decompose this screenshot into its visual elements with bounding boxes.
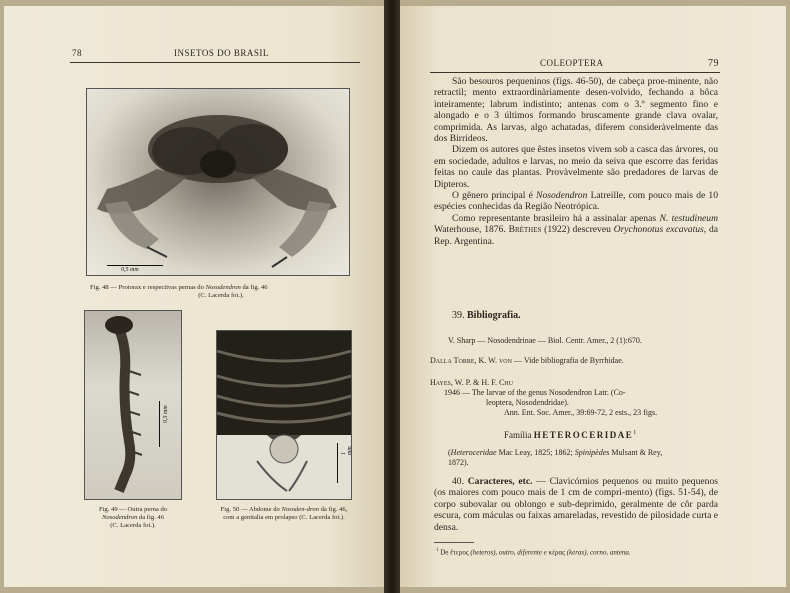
synonyms-text-2: Mac Leay, 1825; 1862;	[496, 448, 575, 457]
left-page-number: 78	[72, 48, 82, 58]
fig50-caption-text-2: da fig. 46, com a genitalia em prolapso (C. Lacerda fot.).	[223, 506, 348, 521]
section-40-title: Caracteres, etc.	[467, 476, 533, 487]
bibliography-entry-2-text: — Vide bibliografia de Byrrhidae.	[511, 356, 624, 365]
fig48-caption	[90, 284, 352, 300]
fig48-caption-credit: (C. Lacerda fot.).	[198, 292, 244, 299]
paragraph-4-species-2: Orychonotus excavatus	[613, 224, 704, 236]
family-label: Família	[504, 430, 534, 440]
fig48-caption-text: Fig. 48 — Protorax e respectivas pernas do	[90, 284, 206, 291]
synonyms-genus-2: Spinipèdes	[574, 448, 610, 457]
footnote-text-2: (heteros), outro, diferente e	[468, 548, 549, 557]
section-39-title: Bibliografia.	[467, 310, 521, 321]
synonyms-line-2: 1872).	[448, 458, 469, 467]
bibliography-entry-3-year: 1946	[444, 388, 460, 397]
fig50-caption-genus: Nosoden-dron	[281, 506, 319, 513]
fig48-caption-genus: Nosodendron	[205, 284, 241, 291]
bibliography-entry-1: V. Sharp — Nosodendrinae — Biol. Centr. Amer., 2 (1):670.	[448, 336, 642, 345]
fig50-scale-bar	[337, 443, 338, 483]
fig49-caption-text: Fig. 49 — Outra perna do	[98, 506, 168, 513]
section-39-heading	[452, 310, 521, 321]
paragraph-5-text: — Clavicórnios pequenos ou muito pequenos (os maiores com pouco mais de 1 cm de compri-mento) (figs. 51-54), de corpo subovalar ou oblongo e sub-deprimido, geralmente de côr parda escura, com máculas ou faixas amareladas, revestido de pilosidade curta e densa.	[434, 476, 718, 533]
footnote-text: De	[438, 548, 451, 557]
footnote-text-3: (keras), corno, antena.	[564, 548, 631, 557]
header-rule	[70, 62, 360, 63]
paragraph-4-text-4: , da Rep. Argentina.	[434, 224, 719, 247]
bibliography-entry-3-author: Hayes, W. P. & H. F. Chu	[430, 378, 513, 387]
paragraph-4	[434, 213, 718, 247]
paragraph-4-text: Como representante brasileiro há a assinalar apenas	[452, 212, 660, 224]
paragraph-4-author: Brèthes	[508, 224, 542, 236]
section-40-number: 40.	[452, 476, 464, 487]
left-running-head: INSETOS DO BRASIL	[174, 48, 269, 58]
fig48-scale-bar	[107, 265, 163, 266]
bibliography-entry-3-line1	[430, 388, 730, 398]
fig49-scale-bar	[159, 401, 160, 447]
bibliography-entry-2	[430, 356, 730, 366]
fig48-insect-image	[87, 89, 349, 275]
paragraph-3-text: O gênero principal é	[452, 190, 537, 202]
right-running-head: COLEOPTERA	[540, 58, 604, 68]
fig50-photo	[216, 330, 352, 500]
section-40	[434, 476, 718, 533]
family-heading	[504, 428, 636, 441]
fig50-abdomen-image	[217, 331, 351, 499]
header-rule	[430, 72, 720, 73]
left-page	[4, 6, 384, 587]
footnote-mark: 1	[436, 548, 439, 553]
fig48-caption-text-2: da fig. 46	[240, 284, 268, 291]
paragraph-3-text-2: Latreille, com pouco mais de 10 espécies conhecidas da Região Neotrópica.	[434, 190, 719, 213]
bibliography-entry-2-author: Dalla Torre, K. W. von	[430, 356, 512, 365]
footnote-greek-1: ἕτερος	[450, 548, 469, 557]
paragraph-5	[434, 476, 718, 533]
section-39-number: 39.	[452, 310, 465, 321]
synonyms-text-3: Mulsant & Rey,	[609, 448, 663, 457]
footnote-greek-2: κέρας	[548, 548, 565, 557]
fig50-caption	[216, 506, 352, 522]
paragraph-4-text-2: Waterhouse, 1876.	[434, 224, 509, 236]
fig49-caption-genus: Nosodendron	[101, 514, 138, 521]
paragraph-4-species: N. testudineum	[659, 212, 718, 224]
paragraph-3	[434, 190, 718, 213]
fig49-caption-credit: (C. Lacerda fot.).	[110, 522, 156, 529]
synonyms-genus: Heteroceridae	[450, 448, 497, 457]
fig50-caption-text: Fig. 50 — Abdome do	[220, 506, 282, 513]
bibliography-entry-3-line2: leoptera, Nosodendridae).	[486, 398, 569, 407]
family-synonyms	[448, 448, 728, 468]
family-footnote-ref: 1	[633, 430, 637, 436]
paragraph-3-genus: Nosodendron	[536, 190, 588, 202]
bibliography-entry-3-text: — The larvae of the genus Nosodendron Latr. (Co-	[460, 388, 626, 397]
right-page-number: 79	[708, 58, 719, 69]
fig49-scale-label: 0,5 mm	[163, 405, 169, 423]
paragraph-1: São besouros pequeninos (figs. 46-50), de cabeça proe-minente, não retractil; mento extraordinàriamente desen-volvido, fechando a bôca inteiramente; labrum indistinto; antenas com o 3.º segmento fino e alongado e o 3 últimos formando bruscamente grande clava ovalar, comprimida. As larvas, algo achatadas, diferem consideràvelmente das dos Birrídeos.	[434, 76, 718, 145]
synonyms-text: (	[448, 448, 451, 457]
body-text	[434, 76, 718, 247]
fig49-caption	[84, 506, 182, 530]
family-name: HETEROCERIDAE	[533, 430, 634, 440]
fig50-scale-label: 1 mm	[341, 446, 353, 455]
bibliography-entry-3-line3: Ann. Ent. Soc. Amer., 39:69-72, 2 ests., 23 figs.	[504, 408, 658, 417]
paragraph-4-text-3: (1922) descreveu	[541, 224, 614, 236]
footnote	[436, 546, 736, 557]
right-page	[400, 6, 786, 587]
fig48-scale-label: 0,5 mm	[121, 267, 139, 273]
paragraph-2: Dizem os autores que êstes insetos vivem sob a casca das árvores, ou em sociedade, adultos e larvas, no meio da seiva que escorre das feridas feitas no caule das plantas. Provàvelmente são predadores de larvas de Dipteros.	[434, 144, 718, 190]
bibliography-entry-3	[430, 378, 730, 418]
fig48-photo	[86, 88, 350, 276]
book-gutter	[384, 0, 400, 593]
fig49-caption-text-2: da fig. 46	[137, 514, 165, 521]
footnote-rule	[434, 542, 474, 543]
fig49-photo	[84, 310, 182, 500]
